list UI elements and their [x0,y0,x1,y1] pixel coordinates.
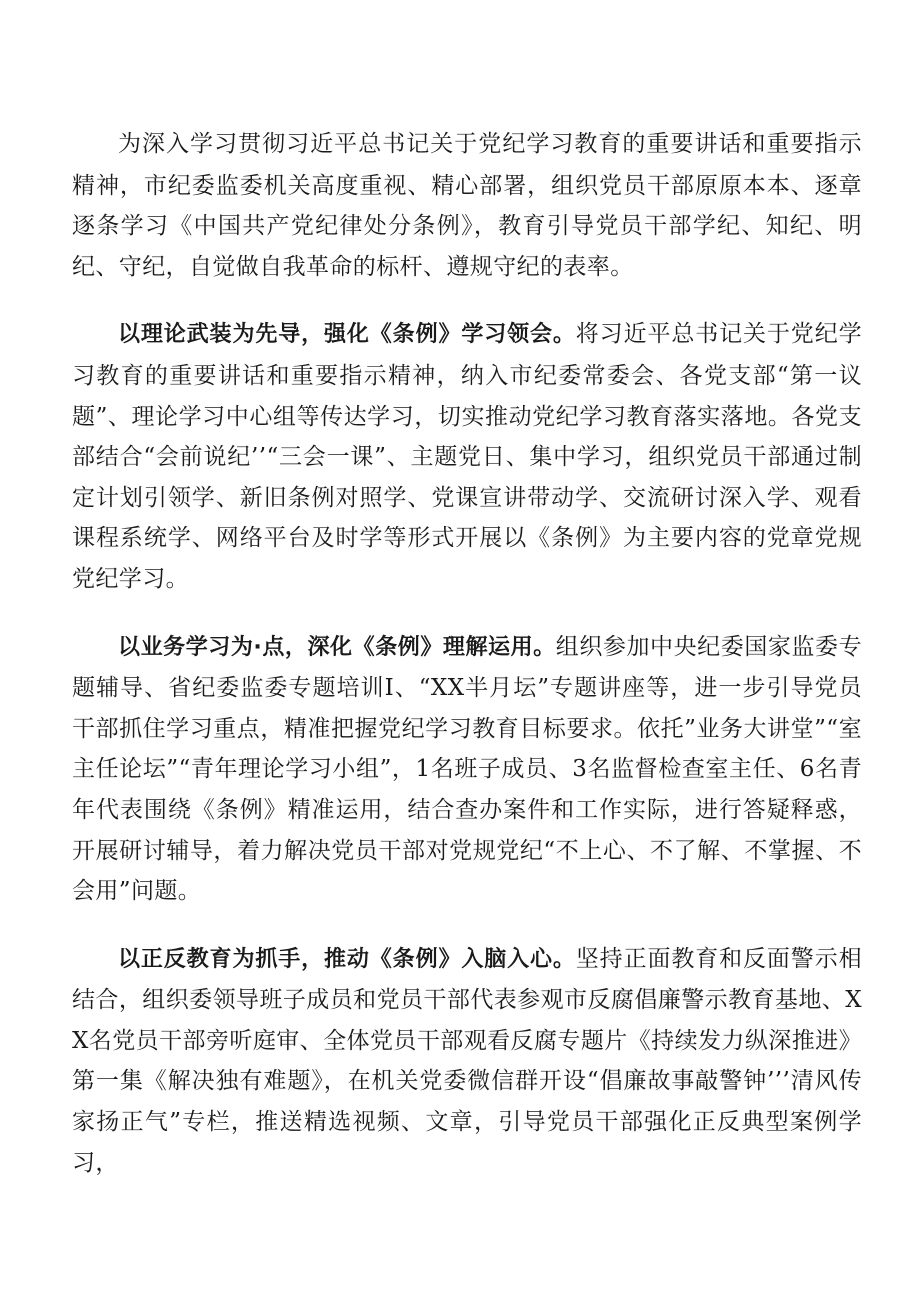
paragraph-lead: 以理论武装为先导，强化《条例》学习领会。 [118,322,576,348]
paragraph-body: 坚持正面教育和反面警示相结合，组织委领导班子成员和党员干部代表参观市反腐倡廉警示教育基地、XX名党员干部旁听庭审、全体党员干部观看反腐专题片《持续发力纵深推进》第一集《解决独有难题》，在机关党委微信群开设“倡廉故事敲警钟’’’清风传家扬正气”专栏，推送精选视频、文章，引导党员干部强化正反典型案例学习， [72,945,862,1176]
document-page [72,124,862,1210]
paragraph-theory [72,314,862,599]
paragraph-lead: 以业务学习为·点，深化《条例》理解运用。 [118,634,556,660]
paragraph-lead: 以正反教育为抓手，推动《条例》入脑入心。 [118,946,576,972]
paragraph-education [72,939,862,1184]
paragraph-business [72,627,862,912]
paragraph-body: 将习近平总书记关于党纪学习教育的重要讲话和重要指示精神，纳入市纪委常委会、各党支部“第一议题”、理论学习中心组等传达学习，切实推动党纪学习教育落实落地。各党支部结合“会前说纪’’“三会一课”、主题党日、集中学习，组织党员干部通过制定计划引领学、新旧条例对照学、党课宣讲带动学、交流研讨深入学、观看课程系统学、网络平台及时学等形式开展以《条例》为主要内容的党章党规党纪学习。 [72,321,862,592]
paragraph-intro [72,124,862,287]
paragraph-body: 组织参加中央纪委国家监委专题辅导、省纪委监委专题培训I、“XX半月坛”专题讲座等，进一步引导党员干部抓住学习重点，精准把握党纪学习教育目标要求。依托”业务大讲堂”“室主任论坛”“青年理论学习小组”，1名班子成员、3名监督检查室主任、6名青年代表围绕《条例》精准运用，结合查办案件和工作实际，进行答疑释惑，开展研讨辅导，着力解决党员干部对党规党纪“不上心、不了解、不掌握、不会用”问题。 [72,633,863,905]
paragraph-body: 为深入学习贯彻习近平总书记关于党纪学习教育的重要讲话和重要指示精神，市纪委监委机关高度重视、精心部署，组织党员干部原原本本、逐章逐条学习《中国共产党纪律处分条例》，教育引导党员干部学纪、知纪、明纪、守纪，自觉做自我革命的标杆、遵规守纪的表率。 [72,131,862,280]
